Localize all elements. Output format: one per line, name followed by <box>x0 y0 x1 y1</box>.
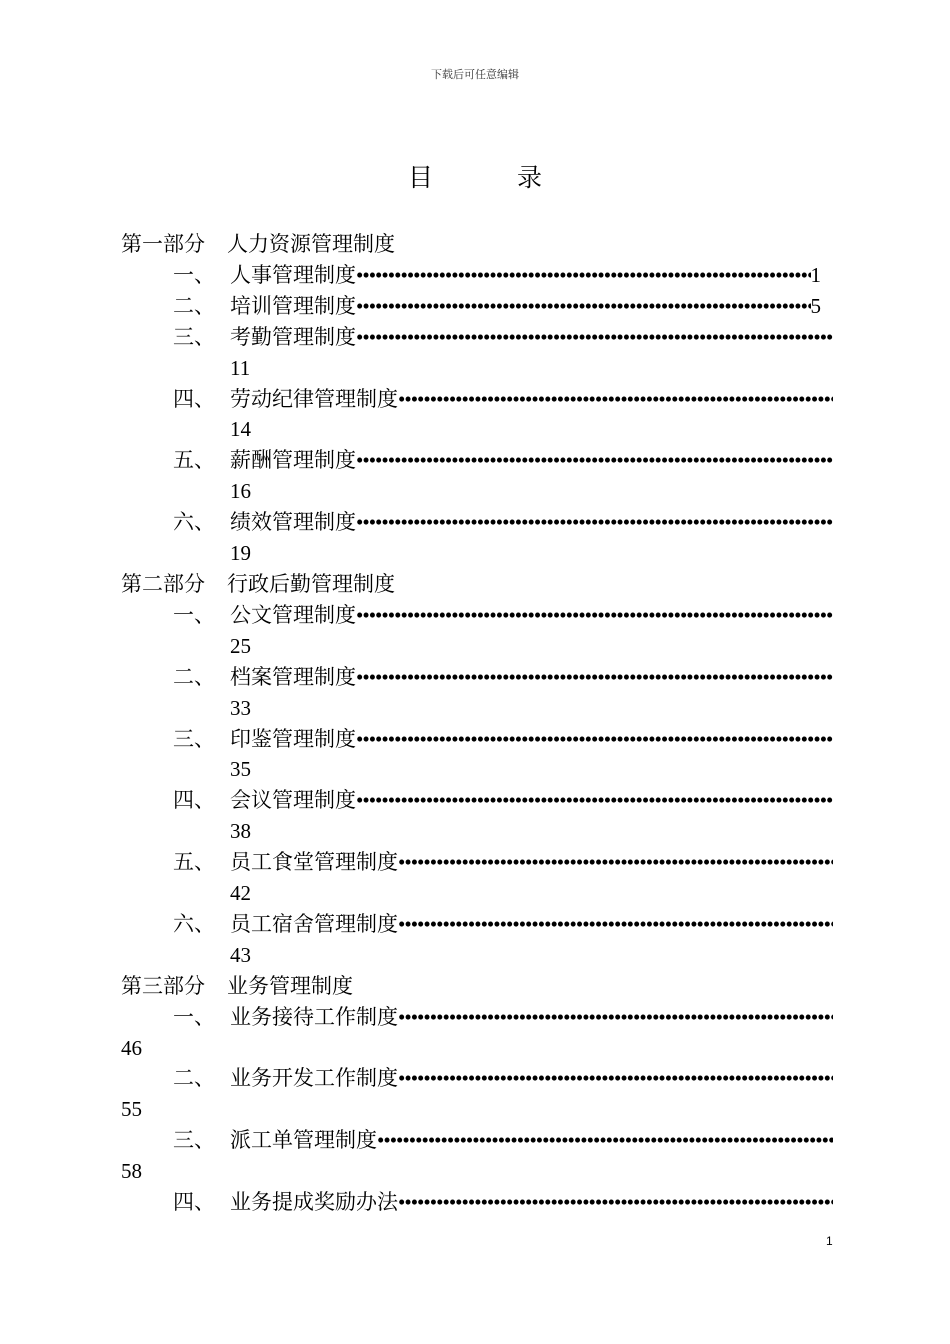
dot-leader <box>356 600 833 631</box>
entry-page: 46 <box>121 1035 142 1060</box>
toc-part-heading[interactable] <box>121 229 833 260</box>
entry-page: 25 <box>230 633 251 658</box>
dot-leader <box>377 1125 833 1156</box>
entry-page: 11 <box>230 355 251 380</box>
dot-leader <box>356 291 811 322</box>
toc-entry[interactable] <box>121 507 833 569</box>
entry-number: 四、 <box>173 1190 215 1215</box>
entry-number: 五、 <box>173 850 215 875</box>
entry-title: 档案管理制度 <box>230 664 356 689</box>
entry-title: 派工单管理制度 <box>230 1128 377 1153</box>
entry-title: 业务提成奖励办法 <box>230 1190 398 1215</box>
entry-number: 一、 <box>173 262 215 287</box>
entry-page: 35 <box>230 757 251 782</box>
part-label: 第一部分 <box>121 232 205 256</box>
entry-page: 33 <box>230 695 251 720</box>
toc-entry[interactable] <box>121 291 833 322</box>
toc-part-heading[interactable] <box>121 569 833 600</box>
dot-leader <box>398 1002 833 1033</box>
toc-entry[interactable] <box>121 384 833 446</box>
dot-leader <box>356 785 833 816</box>
part-label: 第二部分 <box>121 571 205 596</box>
entry-page: 55 <box>121 1097 142 1122</box>
part-name: 业务管理制度 <box>227 973 353 998</box>
entry-title: 劳动纪律管理制度 <box>230 386 398 411</box>
entry-number: 六、 <box>173 510 215 535</box>
entry-title: 公文管理制度 <box>230 602 356 627</box>
entry-number: 二、 <box>173 293 215 318</box>
dot-leader <box>356 445 833 476</box>
dot-leader <box>356 507 833 538</box>
dot-leader <box>398 909 833 940</box>
part-name: 人力资源管理制度 <box>227 232 395 256</box>
entry-title: 人事管理制度 <box>230 262 356 287</box>
entry-page: 38 <box>230 819 251 844</box>
entry-title: 员工食堂管理制度 <box>230 850 398 875</box>
dot-leader <box>356 260 811 291</box>
toc-entry[interactable] <box>121 600 833 662</box>
toc-title: 目 录 <box>408 163 580 192</box>
dot-leader <box>398 384 833 415</box>
entry-number: 四、 <box>173 788 215 813</box>
entry-title: 业务开发工作制度 <box>230 1066 398 1091</box>
entry-title: 培训管理制度 <box>230 293 356 318</box>
entry-title: 业务接待工作制度 <box>230 1004 398 1029</box>
toc-entry[interactable] <box>121 909 833 971</box>
dot-leader <box>398 847 833 878</box>
dot-leader <box>356 662 833 693</box>
toc-entry[interactable] <box>121 445 833 507</box>
entry-page: 19 <box>230 541 251 566</box>
toc-entry[interactable] <box>121 724 833 786</box>
entry-number: 三、 <box>173 726 215 751</box>
entry-page: 16 <box>230 479 251 504</box>
entry-page: 14 <box>230 417 251 442</box>
entry-title: 会议管理制度 <box>230 788 356 813</box>
entry-number: 二、 <box>173 664 215 689</box>
entry-title: 薪酬管理制度 <box>230 448 356 473</box>
entry-number: 一、 <box>173 1004 215 1029</box>
toc-entry[interactable] <box>121 1187 833 1218</box>
toc-entry[interactable] <box>121 260 833 291</box>
entry-number: 二、 <box>173 1066 215 1091</box>
entry-page: 42 <box>230 881 251 906</box>
toc-entry[interactable] <box>121 847 833 909</box>
entry-title: 员工宿舍管理制度 <box>230 911 398 936</box>
table-of-contents <box>121 229 833 1218</box>
part-name: 行政后勤管理制度 <box>227 571 395 596</box>
entry-number: 三、 <box>173 324 215 349</box>
toc-entry[interactable] <box>121 1002 833 1064</box>
entry-page: 1 <box>810 262 821 287</box>
entry-number: 五、 <box>173 448 215 473</box>
header-note: 下载后可任意编辑 <box>431 68 519 81</box>
toc-entry[interactable] <box>121 322 833 384</box>
dot-leader <box>356 724 833 755</box>
entry-number: 三、 <box>173 1128 215 1153</box>
entry-title: 印鉴管理制度 <box>230 726 356 751</box>
toc-part-heading[interactable] <box>121 971 833 1002</box>
entry-page: 43 <box>230 942 251 967</box>
toc-entry[interactable] <box>121 662 833 724</box>
part-label: 第三部分 <box>121 973 205 998</box>
entry-title: 绩效管理制度 <box>230 510 356 535</box>
entry-number: 一、 <box>173 602 215 627</box>
entry-number: 四、 <box>173 386 215 411</box>
page-number: 1 <box>826 1234 833 1248</box>
toc-entry[interactable] <box>121 785 833 847</box>
dot-leader <box>398 1187 833 1218</box>
entry-page: 58 <box>121 1159 142 1184</box>
dot-leader <box>398 1063 833 1094</box>
toc-entry[interactable] <box>121 1063 833 1125</box>
toc-entry[interactable] <box>121 1125 833 1187</box>
dot-leader <box>356 322 833 353</box>
entry-page: 5 <box>810 293 821 318</box>
entry-title: 考勤管理制度 <box>230 324 356 349</box>
entry-number: 六、 <box>173 911 215 936</box>
